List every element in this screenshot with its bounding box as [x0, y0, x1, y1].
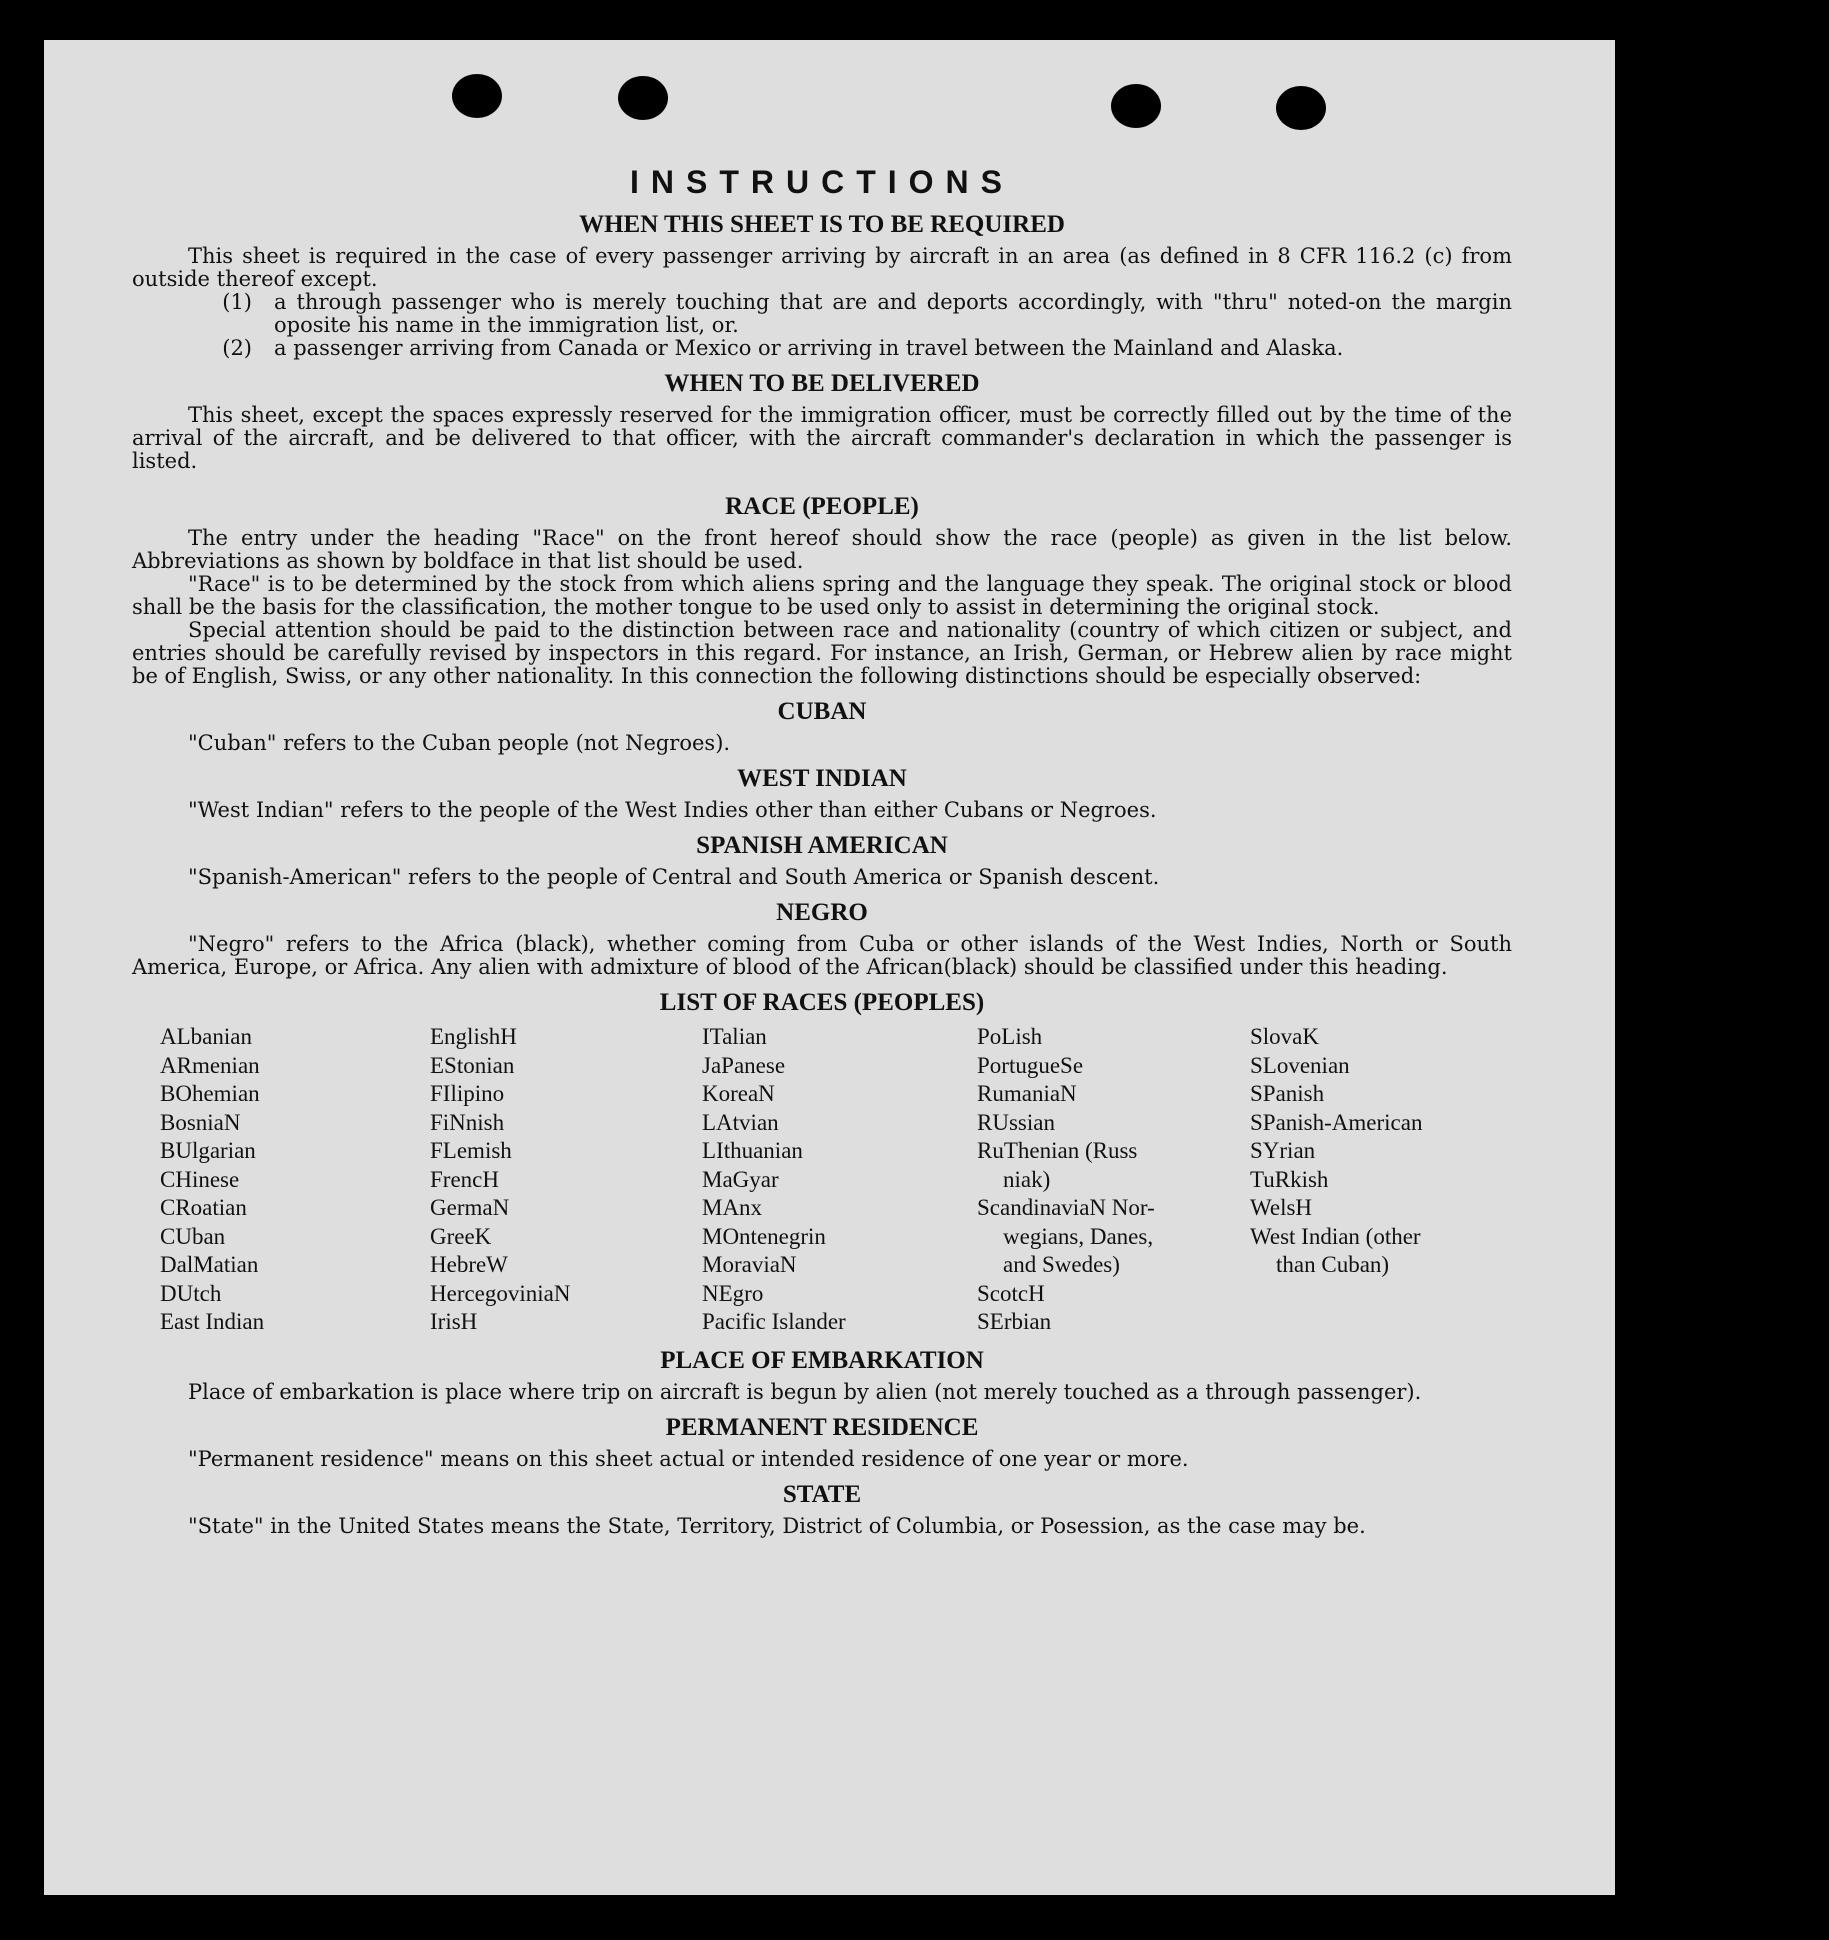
- required-intro: This sheet is required in the case of every passenger arriving by aircraft in an area (as defined in 8 CFR 116.2 (c) from outside thereof except.: [132, 244, 1512, 291]
- race-entry: GermaN: [430, 1195, 510, 1220]
- item-text: a passenger arriving from Canada or Mexico or arriving in travel between the Mainland and Alaska.: [274, 336, 1344, 360]
- race-entry: ScotcH: [977, 1280, 1045, 1306]
- race-entry: LIthuanian: [702, 1138, 803, 1163]
- race-entry-continued: niak): [1003, 1166, 1051, 1192]
- section-heading-spanish-american: SPANISH AMERICAN: [696, 832, 948, 859]
- race-entry: BOhemian: [160, 1081, 260, 1106]
- item-number: (2): [222, 336, 252, 360]
- race-entry: EStonian: [430, 1052, 515, 1078]
- embarkation-text: Place of embarkation is place where trip on aircraft is begun by alien (not merely touched as a through passenger).: [188, 1379, 1422, 1404]
- section-heading-list-of-races: LIST OF RACES (PEOPLES): [659, 989, 985, 1016]
- section-heading-residence: PERMANENT RESIDENCE: [665, 1413, 979, 1441]
- race-entry: ITalian: [702, 1024, 767, 1049]
- race-entry-continued: than Cuban): [1276, 1252, 1390, 1277]
- race-entry: RUssian: [977, 1109, 1055, 1135]
- race-entry: SYrian: [1250, 1138, 1316, 1163]
- race-entry: PortugueSe: [977, 1052, 1084, 1078]
- race-entry: KoreaN: [702, 1081, 775, 1106]
- race-entry-continued: wegians, Danes,: [1003, 1223, 1154, 1249]
- race-entry: FLemish: [430, 1138, 512, 1163]
- item-text: a through passenger who is merely touching that are and deports accordingly, with "thru" noted-on the margin oposite his name in the immigration list, or.: [274, 290, 1512, 337]
- race-entry: MOntenegrin: [702, 1223, 826, 1249]
- race-entry: MaGyar: [702, 1166, 779, 1192]
- race-entry: CHinese: [160, 1166, 240, 1192]
- race-entry: Pacific Islander: [702, 1309, 846, 1334]
- races-column-5: [1250, 1023, 1510, 1337]
- race-entry: HercegoviniaN: [430, 1280, 571, 1306]
- section-heading-west-indian: WEST INDIAN: [737, 765, 907, 792]
- race-paragraph-3: Special attention should be paid to the distinction between race and nationality (country of which citizen or subject, and entries should be carefully revised by inspectors in this regard. For instance, an Irish, German, or Hebrew alien by race might be of English, Swiss, or any other nationality. In this connection the following distinctions should be especially observed:: [132, 618, 1512, 688]
- race-entry: SLovenian: [1250, 1052, 1350, 1078]
- race-entry: WelsH: [1250, 1195, 1313, 1220]
- races-column-2: [430, 1023, 702, 1337]
- cuban-text: "Cuban" refers to the Cuban people (not Negroes).: [188, 731, 731, 755]
- races-column-4: [977, 1023, 1250, 1337]
- race-entry: ALbanian: [160, 1024, 252, 1049]
- race-entry: MAnx: [702, 1195, 763, 1220]
- instructions-body: [132, 160, 1512, 1538]
- section-heading-race: RACE (PEOPLE): [725, 493, 919, 520]
- section-heading-embarkation: PLACE OF EMBARKATION: [660, 1346, 984, 1374]
- race-entry: FIlipino: [430, 1081, 505, 1106]
- negro-text: "Negro" refers to the Africa (black), whether coming from Cuba or other islands of the West Indies, North or South America, Europe, or Africa. Any alien with admixture of blood of the African(black) should be classified under this heading.: [132, 932, 1512, 979]
- races-column-3: [702, 1023, 977, 1337]
- race-entry: SPanish: [1250, 1081, 1325, 1106]
- race-entry: DUtch: [160, 1280, 222, 1306]
- race-entry: ARmenian: [160, 1052, 260, 1078]
- race-entry: HebreW: [430, 1252, 508, 1277]
- race-entry: RuThenian (Russ: [977, 1138, 1138, 1163]
- race-entry: CRoatian: [160, 1195, 247, 1220]
- race-entry: DalMatian: [160, 1252, 259, 1277]
- race-entry: TuRkish: [1250, 1166, 1329, 1192]
- race-entry: GreeK: [430, 1223, 492, 1249]
- section-heading-required: WHEN THIS SHEET IS TO BE REQUIRED: [579, 211, 1065, 238]
- race-entry: BUlgarian: [160, 1138, 256, 1163]
- race-paragraph-2: "Race" is to be determined by the stock from which aliens spring and the language they speak. The original stock or blood shall be the basis for the classification, the mother tongue to be used only to assist in determining the original stock.: [132, 572, 1512, 619]
- document-sheet: [44, 40, 1615, 1895]
- race-entry: SPanish-American: [1250, 1109, 1423, 1135]
- race-entry: CUban: [160, 1223, 226, 1249]
- race-entry: EnglishH: [430, 1024, 517, 1049]
- race-paragraph-1: The entry under the heading "Race" on the front hereof should show the race (people) as given in the list below. Abbreviations as shown by boldface in that list should be used.: [132, 526, 1512, 573]
- punch-hole: [452, 74, 502, 118]
- race-entry: NEgro: [702, 1280, 764, 1306]
- spanish-american-text: "Spanish-American" refers to the people of Central and South America or Spanish descent.: [188, 865, 1160, 889]
- race-entry: FrencH: [430, 1166, 499, 1192]
- races-list: [160, 1023, 1512, 1337]
- punch-hole: [618, 76, 668, 120]
- west-indian-text: "West Indian" refers to the people of the West Indies other than either Cubans or Negroes.: [188, 798, 1157, 822]
- document-title: INSTRUCTIONS: [630, 164, 1014, 200]
- section-heading-negro: NEGRO: [776, 899, 868, 926]
- race-entry: FiNnish: [430, 1109, 505, 1135]
- state-text: "State" in the United States means the State, Territory, District of Columbia, or Posession, as the case may be.: [188, 1513, 1366, 1538]
- race-entry: JaPanese: [702, 1052, 786, 1078]
- race-entry: RumaniaN: [977, 1081, 1077, 1106]
- required-item-1: [132, 291, 1512, 337]
- section-heading-cuban: CUBAN: [777, 698, 867, 725]
- race-entry: East Indian: [160, 1309, 265, 1334]
- races-column-1: [160, 1023, 430, 1337]
- race-entry: West Indian (other: [1250, 1223, 1421, 1249]
- race-entry: PoLish: [977, 1024, 1043, 1049]
- race-entry: SlovaK: [1250, 1024, 1319, 1049]
- punch-hole: [1276, 86, 1326, 130]
- race-entry: ScandinaviaN Nor-: [977, 1195, 1155, 1220]
- race-entry: MoraviaN: [702, 1252, 797, 1277]
- race-entry: SErbian: [977, 1309, 1052, 1334]
- section-heading-delivered: WHEN TO BE DELIVERED: [664, 370, 980, 397]
- residence-text: "Permanent residence" means on this sheet actual or intended residence of one year or more.: [188, 1446, 1189, 1471]
- item-number: (1): [222, 290, 252, 314]
- race-entry: IrisH: [430, 1309, 478, 1334]
- race-entry: BosniaN: [160, 1109, 241, 1135]
- race-entry: LAtvian: [702, 1109, 779, 1135]
- punch-hole: [1111, 84, 1161, 128]
- race-entry-continued: and Swedes): [1003, 1252, 1120, 1277]
- delivered-text: This sheet, except the spaces expressly reserved for the immigration officer, must be correctly filled out by the time of the arrival of the aircraft, and be delivered to that officer, with the aircraft commander's declaration in which the passenger is listed.: [132, 403, 1512, 473]
- section-heading-state: STATE: [782, 1480, 862, 1508]
- required-item-2: [132, 337, 1512, 360]
